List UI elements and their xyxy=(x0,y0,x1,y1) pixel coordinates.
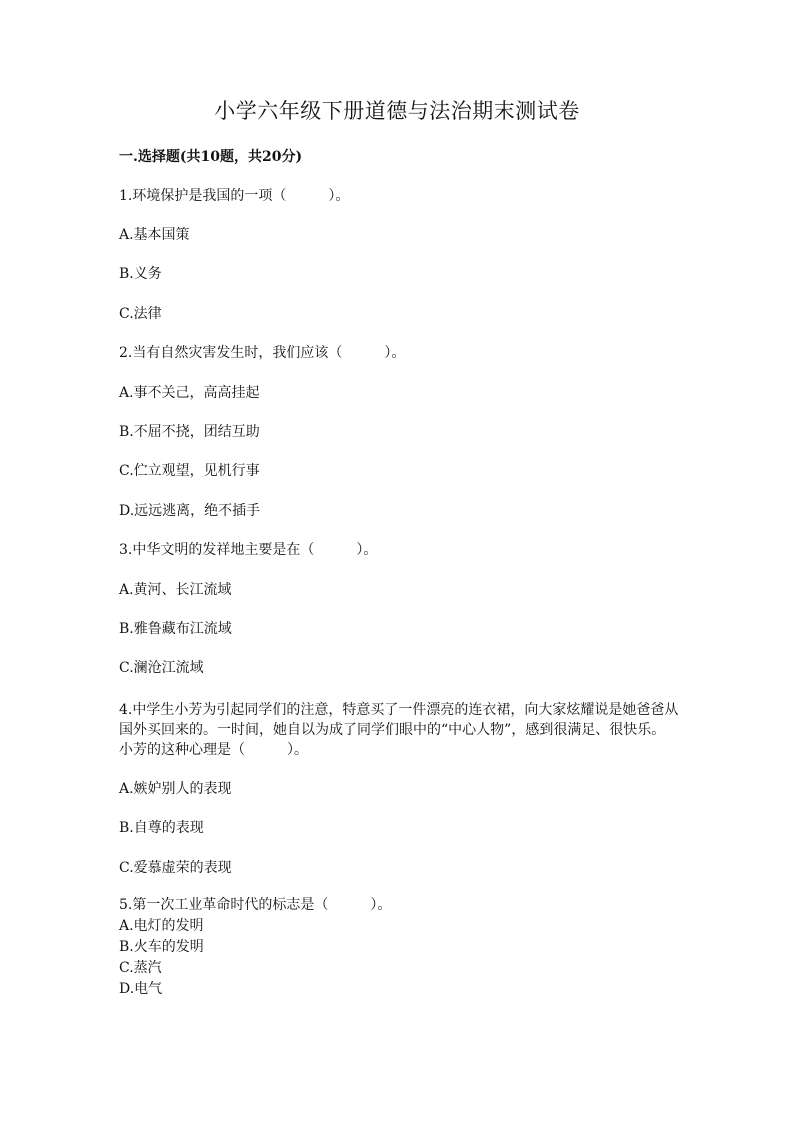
question-3-stem: 3.中华文明的发祥地主要是在（ ）。 xyxy=(119,542,378,558)
question-4-option-c: C.爱慕虚荣的表现 xyxy=(119,860,232,876)
question-5-option-a: A.电灯的发明 xyxy=(119,918,204,934)
section-heading: 一.选择题(共10题，共20分) xyxy=(119,149,303,165)
question-1-stem: 1.环境保护是我国的一项（ ）。 xyxy=(119,188,350,204)
question-2-option-c: C.伫立观望，见机行事 xyxy=(119,463,260,479)
question-2-option-d: D.远远逃离，绝不插手 xyxy=(119,503,261,519)
question-3-option-b: B.雅鲁藏布江流域 xyxy=(119,621,232,637)
question-4-option-b: B.自尊的表现 xyxy=(119,820,204,836)
question-3-option-a: A.黄河、长江流域 xyxy=(119,582,232,598)
question-5-option-b: B.火车的发明 xyxy=(119,939,204,955)
question-1-option-a: A.基本国策 xyxy=(119,227,190,243)
question-2-option-b: B.不屈不挠，团结互助 xyxy=(119,424,260,440)
question-4-stem: 4.中学生小芳为引起同学们的注意，特意买了一件漂亮的连衣裙，向大家炫耀说是她爸爸从国外买回来的。一时间，她自以为成了同学们眼中的“中心人物”，感到很满足、很快乐。小芳的这种心理是（ ）。 xyxy=(119,702,679,758)
page-title: 小学六年级下册道德与法治期末测试卷 xyxy=(214,99,580,123)
question-4-option-a: A.嫉妒别人的表现 xyxy=(119,781,232,797)
question-1-option-b: B.义务 xyxy=(119,266,162,282)
question-5-option-d: D.电气 xyxy=(119,981,163,997)
question-1-option-c: C.法律 xyxy=(119,306,162,322)
question-5-option-c: C.蒸汽 xyxy=(119,960,162,976)
question-3-option-c: C.澜沧江流域 xyxy=(119,660,204,676)
question-2-option-a: A.事不关己，高高挂起 xyxy=(119,385,260,401)
question-2-stem: 2.当有自然灾害发生时，我们应该（ ）。 xyxy=(119,345,406,361)
question-5-stem: 5.第一次工业革命时代的标志是（ ）。 xyxy=(119,897,392,913)
